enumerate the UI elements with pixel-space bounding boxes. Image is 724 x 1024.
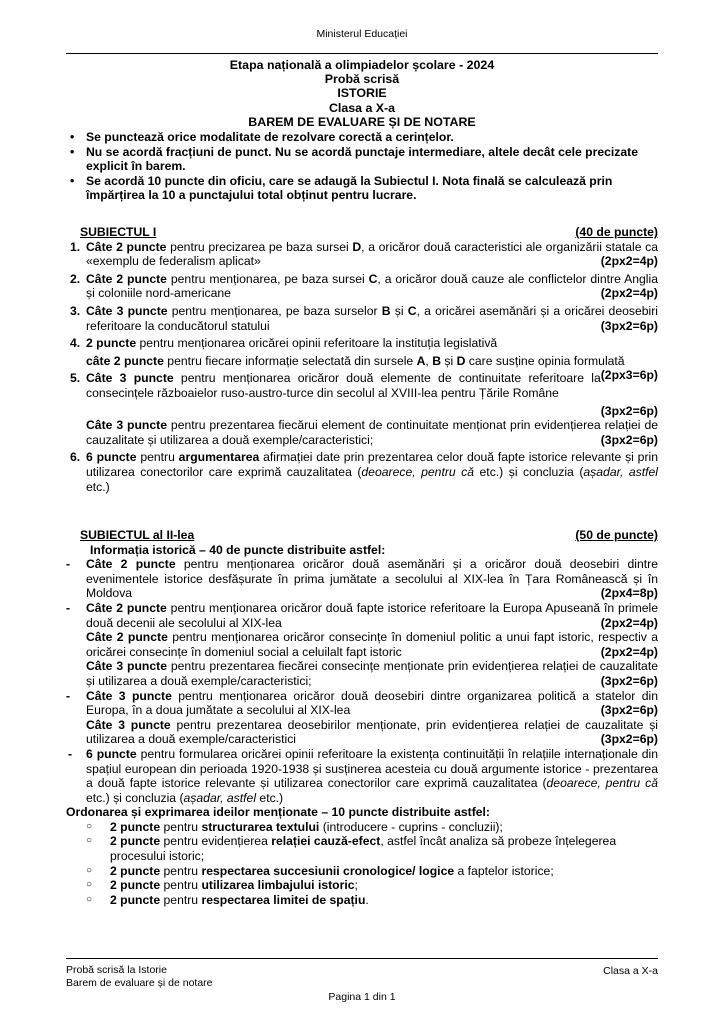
item-5 [66,371,658,447]
points-label: 2 puncte [86,336,137,351]
item-number: 4. [70,336,81,351]
item-text: etc.) și concluzia ( [86,790,184,805]
keyword: utilizarea limbajului istoric [201,878,355,893]
section-points: (50 de puncte) [575,528,658,542]
item-text: etc.) [86,479,110,494]
criterion-item [66,878,658,893]
item-score: (3px2=6p) [600,732,658,747]
item-number: 6. [70,450,81,465]
keyword: respectarea succesiunii cronologice/ logice [201,863,455,878]
points-label: Câte 2 puncte [86,630,168,645]
criterion-item [66,864,658,879]
item-text: pentru menționarea oricărei opinii referitoare la instituția legislativă [136,336,498,351]
section-points: (40 de puncte) [575,225,658,239]
points-label: Câte 2 puncte [86,271,167,286]
info-heading: Informația istorică – 40 de puncte distribuite astfel: [90,542,386,557]
requirement-1 [66,557,658,601]
item-text: pentru formularea oricărei opinii referitoare la existența continuității în relațiile internaționale din spațiul european din perioada 1920-1938 și susținerea acesteia cu două argumente istorice - prezentarea a două fapte istorice relevante și utilizarea conectorilor care exprimă cauzalitatea ( [86,746,658,791]
dash-marker: - [66,688,71,703]
conclusion-examples: așadar, astfel [583,464,658,479]
footer-exam-label: Probă scrisă la Istorie [66,964,167,976]
item-score: (2px3=6p) [600,368,658,383]
rule-item: • Se acordă 10 puncte din oficiu, care se adaugă la Subiectul I. Nota finală se calculează prin împărțirea la 10 a punctajului total obținut pentru lucrare. [66,174,658,203]
item-text: care susține opinia formulată [465,353,625,368]
header-divider [66,53,658,54]
dash-marker: - [66,600,71,615]
points-label: Câte 3 puncte [86,303,168,318]
circle-bullet-icon: ○ [86,893,93,905]
item-text: afirmației date prin prezentarea celor două fapte istorice relevante și prin utilizarea conectorilor care exprimă cauzalitatea ( [86,450,658,479]
item-text: pentru menționarea, pe baza sursei [166,271,369,286]
source-letter: B [381,303,391,318]
item-text: pentru prezentarea fiecărui element de continuitate menționat prin evidențierea relației de cauzalitate și utilizarea a două exemple/caracteristici; [86,418,658,447]
title-line-4: Clasa a X-a [328,100,396,115]
footer-left [66,964,213,990]
item-text: pentru menționarea oricăror consecințe în domeniul politic a unui fapt istoric, respectiv a oricărei consecințe în domeniul social a celuilalt fapt istoric [86,630,659,659]
criterion-item [66,893,658,908]
item-score: (3px2=6p) [600,673,658,688]
connector-examples: deoarece, pentru că [361,464,475,479]
item-text: pentru menționarea oricăror două asemănări și a oricăror două deosebiri dintre evenimentele istorice desfășurate în prima jumătate a secolului al XIX-lea în Țara Românească și în Moldova [86,557,658,601]
points-label: Câte 3 puncte [86,659,167,674]
item-text: pentru menționarea, pe baza surselor [167,303,382,318]
source-letter: D [456,353,466,368]
criterion-item [66,834,658,863]
item-score: (2px4=8p) [600,586,658,601]
item-text: pentru [160,863,202,878]
connector-examples: deoarece, pentru că [546,776,658,791]
general-rules [66,130,658,203]
order-heading: Ordonarea și exprimarea ideilor menționate – 10 puncte distribuite astfel: [66,805,490,820]
item-text: (introducere - cuprins - concluzii); [319,819,503,834]
title-line-5: BAREM DE EVALUARE ȘI DE NOTARE [248,114,476,129]
title-line-1: Etapa națională a olimpiadelor școlare - 2024 [229,58,495,72]
criterion-item [66,820,658,835]
item-text: pentru menționarea oricăror două elemente de continuitate referitoare la consecințele războaielor ruso-austro-turce din secolul al XVIII-lea pentru Țările Române [86,371,601,400]
points-label: Câte 2 puncte [86,600,167,615]
page-number: Pagina 1 din 1 [328,991,396,1003]
keyword: relației cauză-efect [271,834,381,849]
points-label: 2 puncte [110,819,161,834]
item-score: (3px2=6p) [600,432,658,447]
item-text: pentru menționarea oricăror două deosebiri dintre organizarea politică a statelor din Europa, în a doua jumătate a secolului al XIX-lea [86,688,658,718]
item-3 [66,304,658,333]
source-letter: D [352,239,362,254]
item-text: etc.) [256,790,284,805]
points-label: 2 puncte [110,878,161,893]
item-text: a faptelor istorice; [454,863,554,878]
item-score: (2px2=4p) [600,644,658,659]
item-text: , [425,353,433,368]
footer-divider [66,958,658,959]
rule-item: • Nu se acordă fracțiuni de punct. Nu se acordă punctaje intermediare, altele decât cele precizate explicit în barem. [66,145,658,174]
points-label: câte 2 puncte [86,353,164,368]
ministry-header: Ministerul Educației [316,28,408,40]
item-text: pentru fiecare informație selectată din sursele [163,353,417,368]
item-score: (2px2=4p) [600,286,658,301]
item-score: (2px2=4p) [600,254,658,269]
item-text: pentru [136,450,179,465]
section-subject-2 [66,528,658,907]
footer-class-label: Clasa a X-a [603,965,658,977]
item-text: pentru prezentarea fiecărei consecințe menționate prin evidențierea relației de cauzalitate și utilizarea a două exemple/caracteristici; [86,659,658,688]
circle-bullet-icon: ○ [86,835,93,847]
item-text: și [390,303,408,318]
requirement-4 [66,747,658,805]
dash-marker: - [68,746,73,761]
item-score: (3px2=6p) [600,703,658,718]
points-label: Câte 3 puncte [86,717,171,732]
points-label: Câte 3 puncte [86,371,174,386]
item-text: . [365,892,369,907]
circle-bullet-icon: ○ [86,879,93,891]
section-title: SUBIECTUL I [80,225,157,239]
points-label: 6 puncte [86,746,137,761]
requirement-3 [66,689,658,747]
item-1 [66,240,658,269]
conclusion-examples: așadar, astfel [183,790,257,805]
section-heading [66,225,658,240]
item-text: , a oricăror două caracteristici ale organizării statale ca «exemplu de federalism aplicat» [86,239,658,269]
keyword: structurarea textului [201,819,320,834]
item-2 [66,272,658,301]
section-title: SUBIECTUL al II-lea [80,528,195,542]
source-letter: C [407,303,417,318]
item-text: ; [354,878,358,893]
item-text: pentru precizarea pe baza sursei [166,239,353,254]
points-label: Câte 3 puncte [86,688,172,703]
source-letter: B [432,353,441,368]
circle-bullet-icon: ○ [86,820,93,832]
points-label: 2 puncte [110,892,161,907]
circle-bullet-icon: ○ [86,864,93,876]
points-label: Câte 3 puncte [86,418,167,433]
item-text: , astfel încât analiza să probeze înțelegerea procesului istoric; [110,834,617,864]
points-label: 6 puncte [86,450,137,465]
title-line-2: Probă scrisă [324,72,400,87]
keyword: argumentarea [178,450,260,465]
item-number: 2. [70,271,81,286]
keyword: respectarea limitei de spațiu [201,892,366,907]
title-line-3: ISTORIE [337,86,387,101]
points-label: 2 puncte [110,834,161,849]
item-text: pentru [160,878,202,893]
item-number: 3. [70,303,81,318]
document-title [0,58,724,129]
item-number: 5. [70,371,81,386]
item-text: , a oricăror două cauze ale conflictelor dintre Anglia și coloniile nord-americane [86,271,658,301]
source-letter: A [416,353,426,368]
item-text: , a oricărei asemănări și a oricărei deosebiri referitoare la conducătorul statului [86,303,659,333]
rule-item: • Se punctează orice modalitate de rezolvare corectă a cerințelor. [66,130,658,145]
item-text: pentru [160,892,202,907]
item-text: pentru prezentarea deosebirilor menționate, prin evidențierea relației de cauzalitate și utilizarea a două exemple/caracteristici [86,717,658,747]
item-text: etc.) și concluzia ( [474,464,584,479]
item-text: și [441,353,457,368]
dash-marker: - [66,557,71,572]
item-text: pentru menționarea oricăror două fapte istorice referitoare la Europa Apuseană în primele două decenii ale secolului al XIX-lea [86,600,659,630]
points-label: Câte 2 puncte [86,239,167,254]
item-number: 1. [70,239,81,254]
item-text: pentru [160,819,202,834]
points-label: 2 puncte [110,863,161,878]
section-subject-1 [66,225,658,494]
item-score: (3px2=6p) [600,318,658,333]
section-heading [66,528,658,543]
source-letter: C [368,271,378,286]
item-text: pentru evidențierea [160,834,272,849]
footer-doc-label: Barem de evaluare și de notare [66,977,213,989]
item-6 [66,450,658,494]
item-score: (2px2=4p) [600,615,658,630]
item-score: (3px2=6p) [600,403,658,418]
points-label: Câte 2 puncte [86,557,176,572]
requirement-2 [66,601,658,689]
